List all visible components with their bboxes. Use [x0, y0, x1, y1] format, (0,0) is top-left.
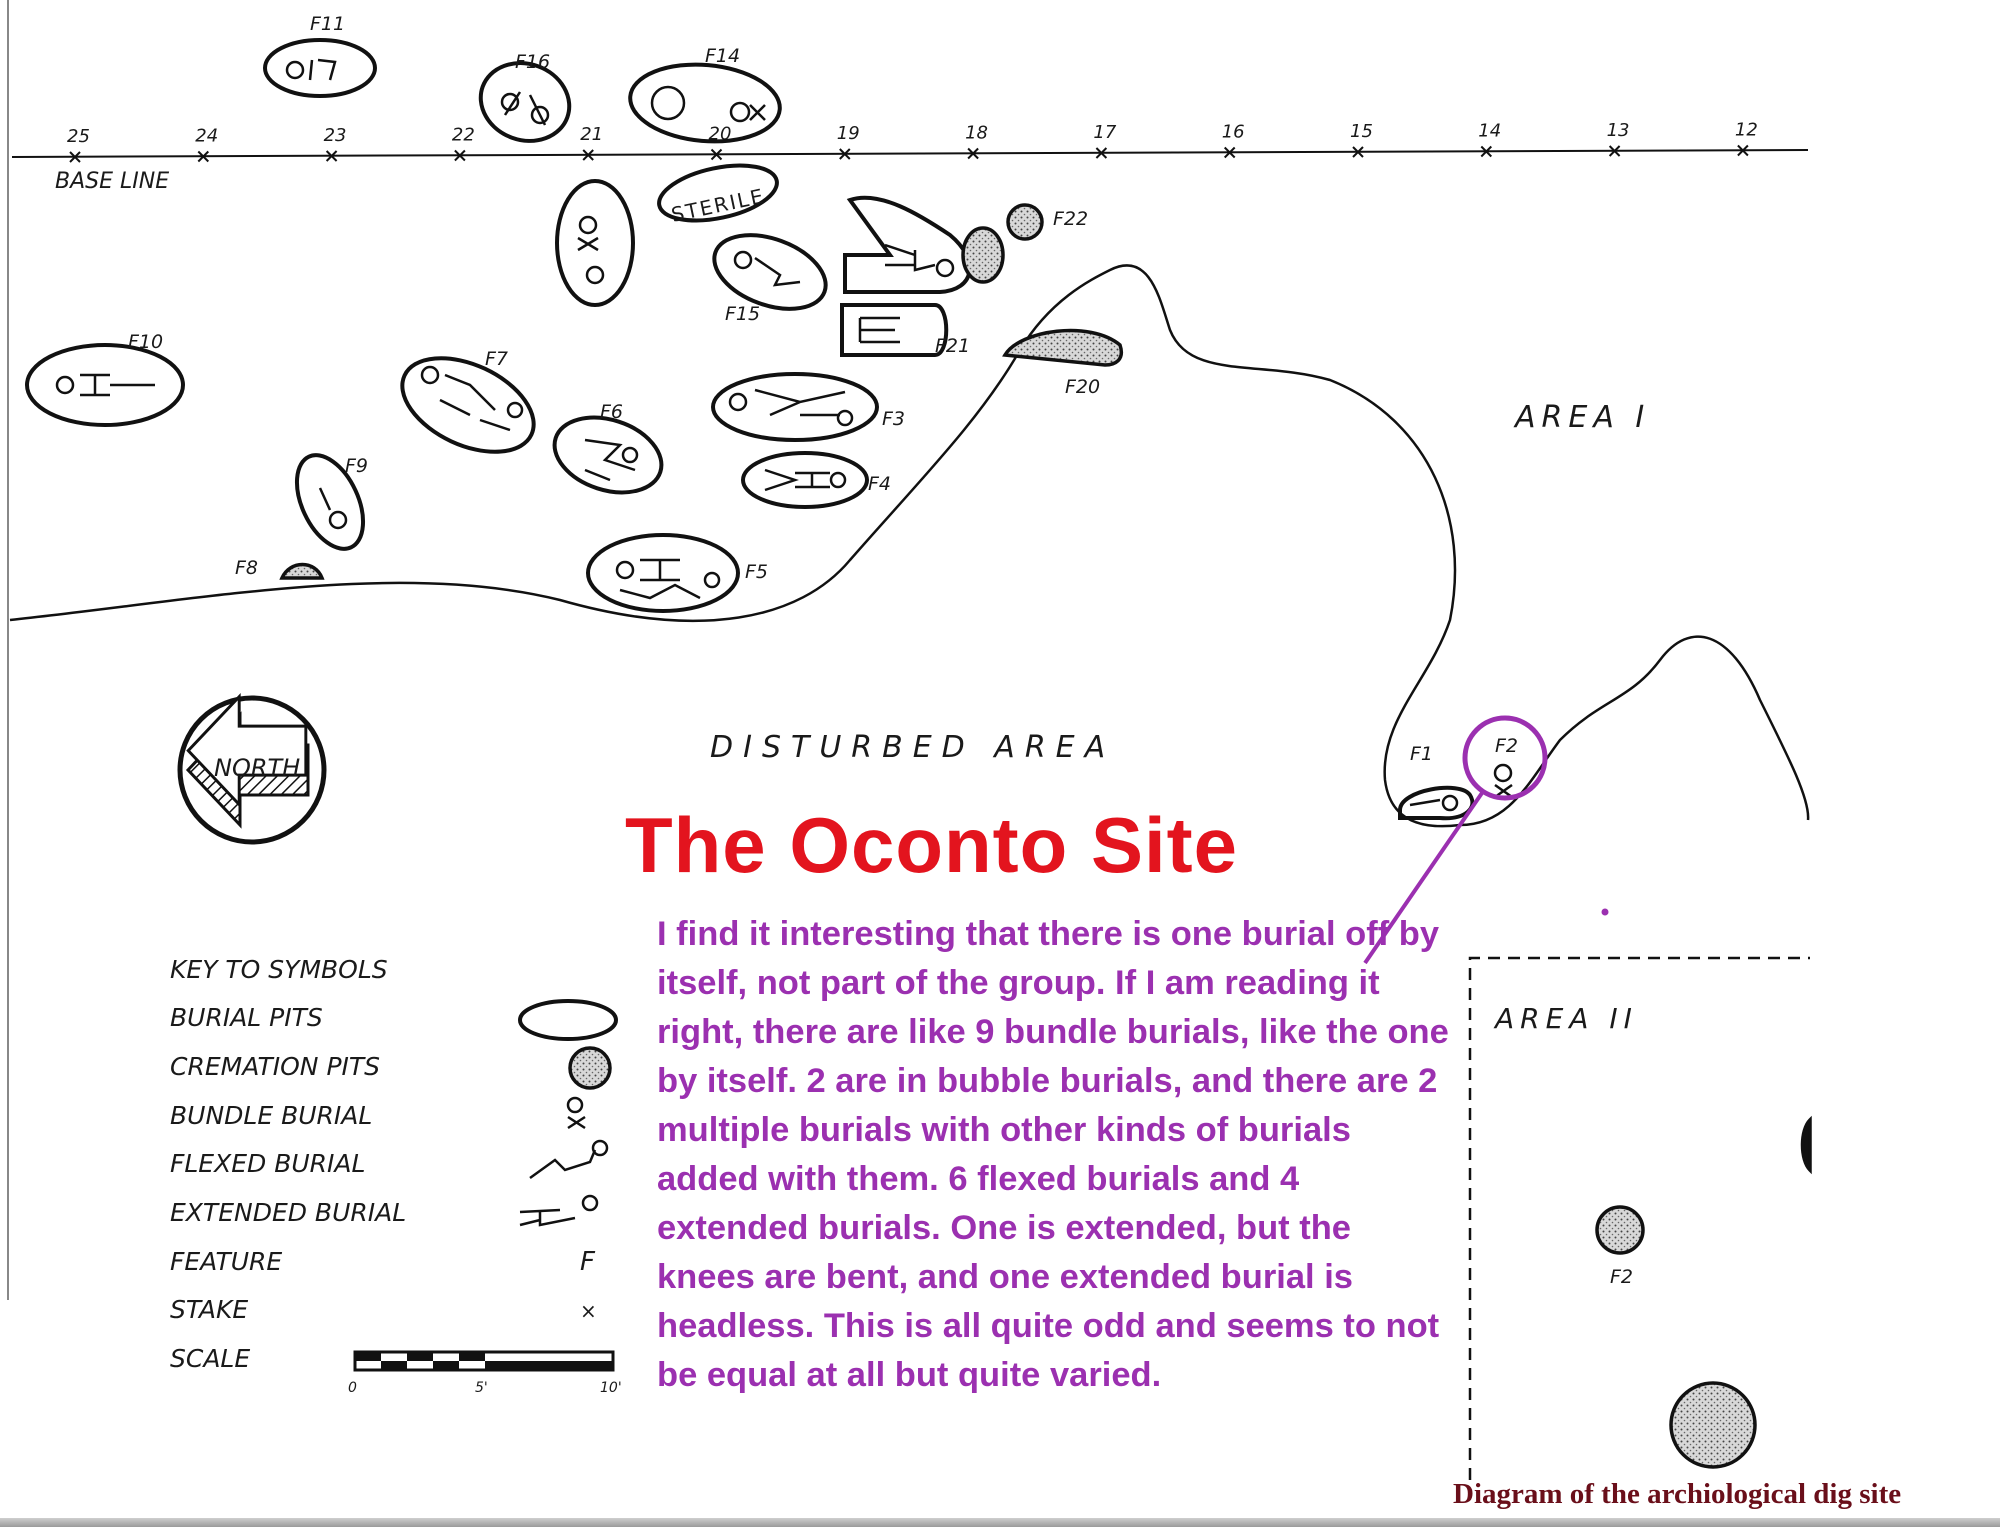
cremation-pit-unlabeled [963, 228, 1003, 282]
legend-item-bundle-burial: BUNDLE BURIAL [170, 1101, 373, 1130]
legend-item-feature: FEATURE [170, 1247, 283, 1276]
legend-bundle-burial-symbol [568, 1098, 585, 1128]
burial-f7-symbol [422, 367, 522, 430]
label-area2-f2: F2 [1610, 1266, 1634, 1288]
label-f20: F20 [1065, 376, 1101, 398]
label-f15: F15 [725, 303, 761, 325]
label-f22: F22 [1053, 208, 1089, 230]
legend-item-scale: SCALE [170, 1344, 251, 1373]
legend-feature-symbol: F [580, 1247, 595, 1277]
stake-label: 12 [1734, 119, 1758, 141]
stake-label: 21 [580, 124, 604, 145]
base-line [12, 146, 1808, 163]
label-f5: F5 [745, 561, 769, 583]
bundle-burial-f2-symbol [1495, 765, 1512, 797]
label-f1: F1 [1410, 743, 1434, 765]
cremation-pit-area2-large [1671, 1383, 1755, 1467]
legend-cremation-pit-symbol [570, 1048, 610, 1088]
bundle-burial-pair-symbol [578, 217, 603, 283]
burial-pit-f14 [627, 59, 783, 148]
label-f10: F10 [128, 331, 164, 353]
burial-f15-symbol [735, 252, 800, 285]
purple-dot [1602, 909, 1609, 916]
page-title: The Oconto Site [625, 801, 1239, 889]
legend-scale-bar [355, 1352, 613, 1370]
label-f16: F16 [515, 51, 551, 73]
label-f4: F4 [868, 473, 892, 495]
legend-stake-symbol: × [580, 1299, 597, 1323]
burial-pit-f1 [1400, 788, 1472, 818]
legend [170, 955, 406, 1373]
burial-pit-f15 [704, 221, 836, 323]
stake-label: 25 [67, 126, 90, 147]
burial-pit-f11 [265, 40, 375, 96]
legend-item-extended-burial: EXTENDED BURIAL [170, 1198, 407, 1227]
scale-tick-5: 5' [475, 1380, 488, 1396]
stake-labels [67, 120, 1758, 148]
legend-heading: KEY TO SYMBOLS [170, 955, 388, 984]
legend-flexed-burial-symbol [530, 1141, 607, 1178]
label-f6: F6 [600, 401, 624, 423]
burial-f16-symbol [502, 92, 548, 125]
burial-pit-unlabeled [557, 181, 633, 305]
legend-item-burial-pits: BURIAL PITS [170, 1003, 323, 1032]
label-sterile: STERILE [669, 183, 768, 227]
burial-pit-irregular [845, 198, 970, 292]
stake-label: 19 [836, 123, 860, 144]
label-f2: F2 [1495, 735, 1519, 757]
base-line-label: BASE LINE [55, 169, 170, 194]
stake-label: 17 [1093, 122, 1117, 143]
label-f11: F11 [310, 13, 346, 35]
burial-f14-symbol [652, 87, 765, 121]
burial-f11-symbol [287, 60, 335, 80]
label-f7: F7 [485, 348, 509, 370]
stake-label: 16 [1221, 121, 1245, 143]
burial-f5-symbol [617, 560, 719, 598]
bottom-border [0, 1518, 2000, 1527]
burial-f1-symbol [1410, 796, 1457, 810]
burial-pit-f10 [27, 345, 183, 425]
scale-tick-0: 0 [348, 1380, 357, 1396]
label-f9: F9 [345, 455, 369, 477]
burial-pit-f7 [388, 339, 549, 471]
stake-label: 14 [1478, 120, 1502, 142]
cremation-pit-f22 [1008, 205, 1042, 239]
burial-f21-symbol [860, 318, 900, 342]
stake-label: 15 [1350, 121, 1373, 142]
legend-item-flexed-burial: FLEXED BURIAL [170, 1149, 366, 1178]
extended-burial-symbol [885, 245, 953, 276]
label-f14: F14 [705, 45, 741, 67]
area-2-label: AREA II [1495, 1002, 1638, 1035]
disturbed-area-label: DISTURBED AREA [710, 730, 1116, 765]
cremation-pit-edge [1803, 1120, 1811, 1170]
north-label: NORTH [214, 754, 301, 782]
burial-pit-f3 [713, 374, 877, 440]
label-f3: F3 [882, 408, 906, 430]
burial-f6-symbol [585, 440, 637, 480]
legend-extended-burial-symbol [520, 1196, 597, 1225]
figure-caption: Diagram of the archiological dig site [1453, 1478, 1902, 1510]
legend-burial-pit-symbol [520, 1001, 616, 1039]
annotation-note: I find it interesting that there is one burial off by itself, not part of the group. If I am reading it right, there are like 9 bundle burials, like the one by itself. 2 are in bubble burials, and there are 2 multiple burials with other kinds of burials added with them. 6 flexed burials and 4 extended burials. One is extended, but the knees are bent, and one extended burial is headless. This is all quite odd and seems to not be equal at all but quite varied. [657, 915, 1449, 1394]
stake-label: 24 [195, 125, 219, 147]
north-arrow [180, 697, 324, 842]
burial-pit-f4 [743, 453, 867, 507]
burial-f3-symbol [730, 390, 852, 425]
highlight-circle-f2 [1465, 718, 1545, 798]
burial-f10-symbol [57, 375, 155, 395]
legend-item-stake: STAKE [170, 1295, 249, 1324]
cremation-pit-f8 [282, 565, 322, 579]
stake-label: 18 [965, 122, 989, 144]
cremation-pit-area2-f2 [1597, 1207, 1643, 1253]
stake-label: 20 [708, 123, 732, 145]
label-f8: F8 [235, 557, 259, 579]
scale-tick-10: 10' [600, 1380, 622, 1396]
stake-label: 23 [323, 125, 347, 146]
cremation-pit-f20 [1005, 331, 1121, 365]
label-f21: F21 [935, 335, 971, 357]
area-1-label: AREA I [1515, 400, 1651, 435]
legend-item-cremation-pits: CREMATION PITS [170, 1052, 381, 1081]
stake-label: 13 [1606, 120, 1630, 141]
burial-f9-symbol [320, 488, 346, 528]
extended-burial-f4-symbol [765, 470, 845, 490]
stake-label: 22 [451, 124, 475, 146]
